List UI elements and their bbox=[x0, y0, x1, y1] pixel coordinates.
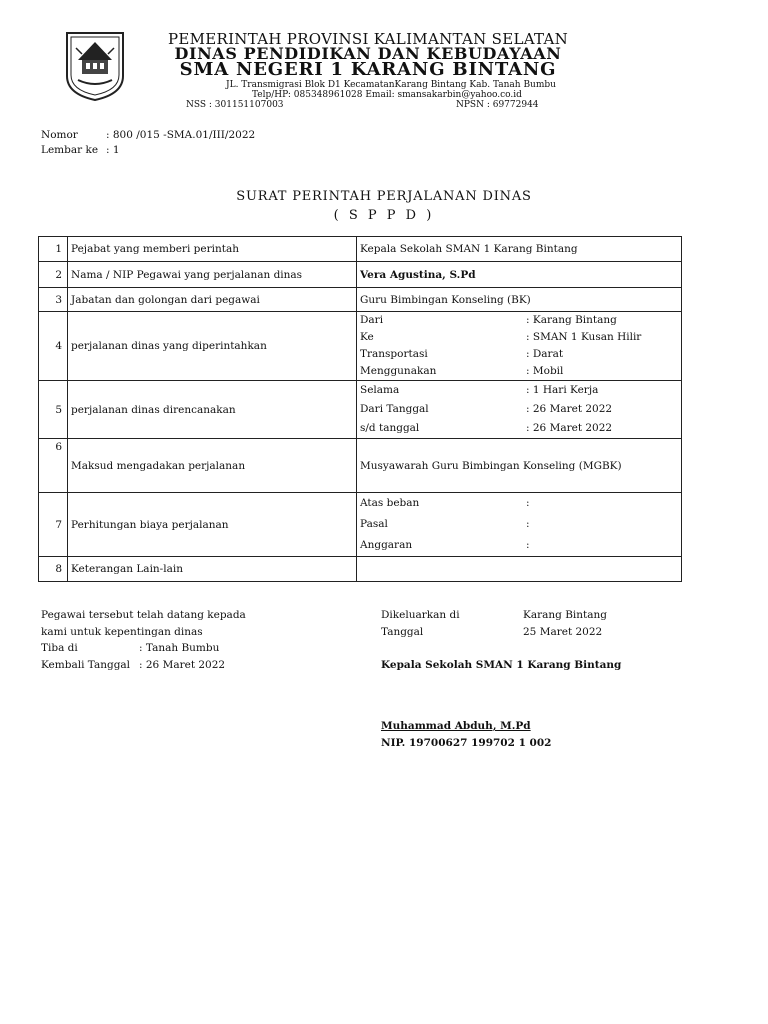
row-number: 5 bbox=[39, 381, 68, 439]
signer-name: Muhammad Abduh, M.Pd bbox=[381, 720, 531, 732]
table-row bbox=[39, 439, 682, 493]
arrival-note-line2: kami untuk kepentingan dinas bbox=[41, 626, 203, 638]
row-label: Pejabat yang memberi perintah bbox=[68, 237, 357, 262]
header-school-name: SMA NEGERI 1 KARANG BINTANG bbox=[179, 59, 557, 80]
table-row bbox=[39, 312, 682, 381]
sub-item: Selama : 1 Hari Kerja bbox=[360, 384, 599, 396]
tanggal-label: Tanggal bbox=[381, 626, 424, 638]
arrival-note-line1: Pegawai tersebut telah datang kepada bbox=[41, 609, 246, 621]
tiba-value: : Tanah Bumbu bbox=[139, 642, 220, 654]
sub-item: Pasal : bbox=[360, 518, 530, 530]
row-number: 2 bbox=[39, 262, 68, 288]
row-label: Nama / NIP Pegawai yang perjalanan dinas bbox=[68, 262, 357, 288]
row-label: Keterangan Lain-lain bbox=[68, 557, 357, 582]
row-label: Jabatan dan golongan dari pegawai bbox=[68, 288, 357, 312]
row-value: Musyawarah Guru Bimbingan Konseling (MGBK) bbox=[357, 439, 682, 493]
table-row bbox=[39, 493, 682, 557]
sub-item: Ke : SMAN 1 Kusan Hilir bbox=[360, 331, 642, 343]
row-label: perjalanan dinas direncanakan bbox=[68, 381, 357, 439]
sub-item: Anggaran : bbox=[360, 539, 530, 551]
sub-item: Transportasi : Darat bbox=[360, 348, 564, 360]
row-value: Guru Bimbingan Konseling (BK) bbox=[357, 288, 682, 312]
row-number: 8 bbox=[39, 557, 68, 582]
lembar-label: Lembar ke bbox=[41, 144, 99, 156]
row-subtable bbox=[357, 493, 682, 557]
tanggal-value: 25 Maret 2022 bbox=[523, 626, 603, 638]
nomor-label: Nomor bbox=[41, 129, 78, 141]
sub-item: s/d tanggal : 26 Maret 2022 bbox=[360, 422, 613, 434]
sub-item: Menggunakan : Mobil bbox=[360, 365, 564, 377]
header-npsn: NPSN : 69772944 bbox=[456, 100, 539, 110]
signer-position: Kepala Sekolah SMAN 1 Karang Bintang bbox=[381, 659, 622, 671]
row-value: Kepala Sekolah SMAN 1 Karang Bintang bbox=[357, 237, 682, 262]
row-number: 7 bbox=[39, 493, 68, 557]
document-subtitle: ( S P P D ) bbox=[333, 208, 435, 223]
table-row bbox=[39, 381, 682, 439]
row-number: 3 bbox=[39, 288, 68, 312]
row-number: 4 bbox=[39, 312, 68, 381]
header-address: JL. Transmigrasi Blok D1 KecamatanKarang Bintang Kab. Tanah Bumbu bbox=[226, 80, 556, 90]
row-subtable bbox=[357, 312, 682, 381]
dikeluarkan-value: Karang Bintang bbox=[523, 609, 608, 621]
table-row bbox=[39, 557, 682, 582]
row-number: 1 bbox=[39, 237, 68, 262]
row-number: 6 bbox=[39, 439, 68, 493]
header-nss: NSS : 301151107003 bbox=[186, 100, 284, 110]
header-department: DINAS PENDIDIKAN DAN KEBUDAYAAN bbox=[174, 44, 562, 63]
table-row bbox=[39, 262, 682, 288]
sub-item: Dari : Karang Bintang bbox=[360, 314, 617, 326]
nomor-value: : 800 /015 -SMA.01/III/2022 bbox=[106, 129, 256, 141]
table-row bbox=[39, 288, 682, 312]
table-row bbox=[39, 237, 682, 262]
document-title: SURAT PERINTAH PERJALANAN DINAS bbox=[236, 189, 532, 204]
tiba-label: Tiba di bbox=[41, 642, 78, 654]
signer-nip: NIP. 19700627 199702 1 002 bbox=[381, 737, 552, 749]
header-government: PEMERINTAH PROVINSI KALIMANTAN SELATAN bbox=[167, 30, 569, 48]
row-value bbox=[357, 557, 682, 582]
row-subtable bbox=[357, 381, 682, 439]
lembar-value: : 1 bbox=[106, 144, 120, 156]
row-label: Perhitungan biaya perjalanan bbox=[68, 493, 357, 557]
header-contact: Telp/HP: 085348961028 Email: smansakarbin@yahoo.co.id bbox=[252, 90, 522, 100]
row-label: perjalanan dinas yang diperintahkan bbox=[68, 312, 357, 381]
sub-item: Dari Tanggal : 26 Maret 2022 bbox=[360, 403, 613, 415]
sub-item: Atas beban : bbox=[360, 497, 530, 509]
kembali-label: Kembali Tanggal bbox=[41, 659, 131, 671]
kembali-value: : 26 Maret 2022 bbox=[139, 659, 226, 671]
dikeluarkan-label: Dikeluarkan di bbox=[381, 609, 460, 621]
sppd-table bbox=[38, 236, 682, 582]
row-value: Vera Agustina, S.Pd bbox=[357, 262, 682, 288]
row-label: Maksud mengadakan perjalanan bbox=[68, 439, 357, 493]
